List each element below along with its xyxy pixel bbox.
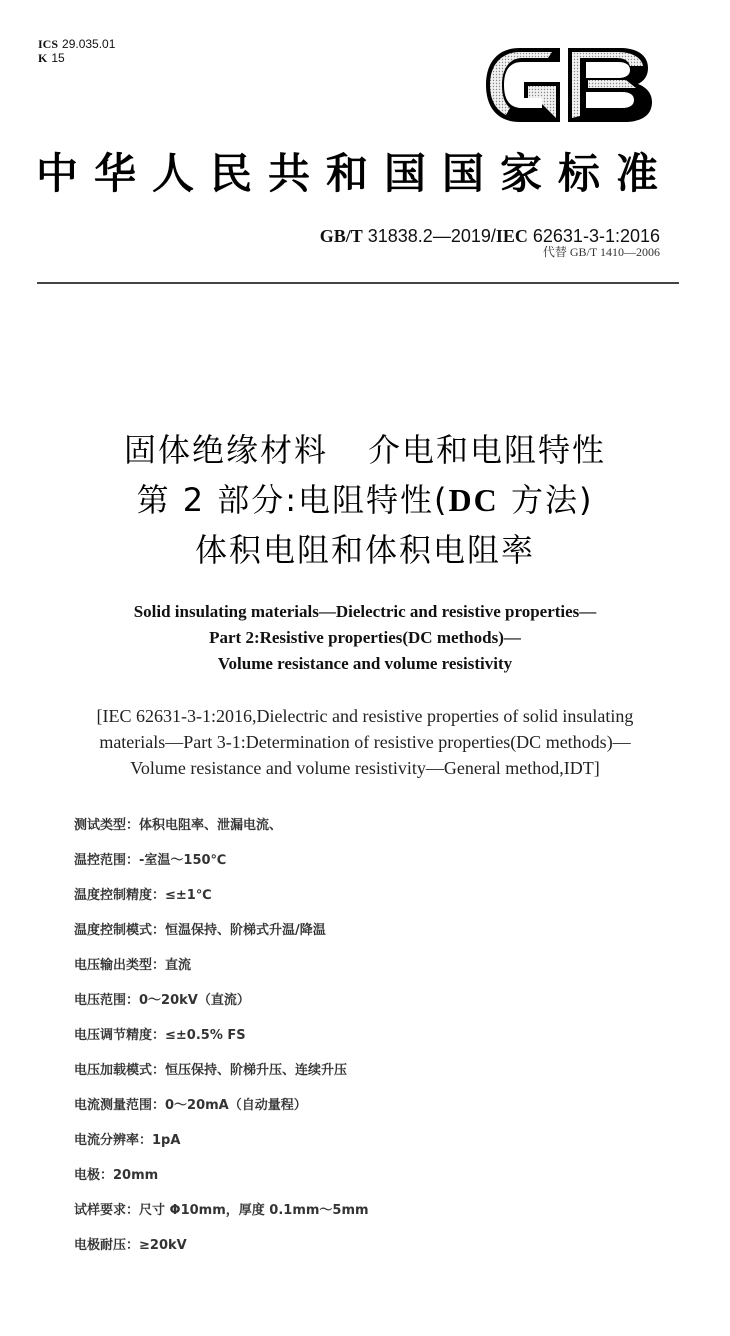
spec-voltage-accuracy: 电压调节精度：≤±0.5% FS (74, 1028, 246, 1043)
english-title-line-3: Volume resistance and volume resistivity (217, 654, 513, 673)
chinese-title-line-1: 固体绝缘材料 介电和电阻特性 (123, 431, 607, 469)
spec-sample-requirements: 试样要求：尺寸 Φ10mm，厚度 0.1mm～5mm (74, 1203, 369, 1218)
english-title-line-1: Solid insulating materials—Dielectric and resistive properties— (133, 602, 597, 621)
spec-voltage-range: 电压范围：0～20kV（直流） (74, 993, 250, 1008)
chinese-title-line-3: 体积电阻和体积电阻率 (194, 531, 535, 569)
ics-code: ICS 29.035.01 (38, 37, 116, 51)
chinese-title-line-2: 第 2 部分:电阻特性(DC 方法) (136, 481, 594, 519)
spec-temperature-range: 温控范围：-室温～150℃ (74, 853, 227, 868)
spec-temperature-mode: 温度控制模式：恒温保持、阶梯式升温/降温 (74, 923, 326, 938)
iec-reference-line-3: Volume resistance and volume resistivity—General method,IDT] (130, 758, 600, 778)
spec-temperature-accuracy: 温度控制精度：≤±1℃ (74, 888, 212, 903)
iec-reference-line-2: materials—Part 3-1:Determination of resistive properties(DC methods)— (99, 732, 631, 752)
spec-voltage-mode: 电压加载模式：恒压保持、阶梯升压、连续升压 (74, 1063, 348, 1078)
spec-electrode: 电极：20mm (74, 1168, 159, 1183)
standard-number: GB/T 31838.2—2019/IEC 62631-3-1:2016 (319, 226, 660, 246)
classification-codes (38, 37, 115, 65)
spec-test-type: 测试类型：体积电阻率、泄漏电流、 (74, 818, 283, 833)
spec-voltage-output-type: 电压输出类型：直流 (74, 958, 192, 973)
header-divider (37, 282, 679, 284)
spec-current-range: 电流测量范围：0～20mA（自动量程） (74, 1098, 307, 1113)
gb-logo (480, 40, 660, 130)
spec-current-resolution: 电流分辨率：1pA (74, 1133, 181, 1148)
spec-electrode-withstand-voltage: 电极耐压：≥20kV (74, 1238, 187, 1253)
replaces-standard: 代替 GB/T 1410—2006 (542, 245, 660, 259)
iec-reference-line-1: [IEC 62631-3-1:2016,Dielectric and resistive properties of solid insulating (96, 706, 634, 726)
english-title-line-2: Part 2:Resistive properties(DC methods)— (209, 628, 521, 647)
ccs-code: K 15 (38, 51, 65, 65)
national-standard-title: 中华人民共和国国家标准 (36, 149, 675, 198)
gb-logo-icon (480, 40, 660, 130)
spec-list (74, 808, 694, 1263)
